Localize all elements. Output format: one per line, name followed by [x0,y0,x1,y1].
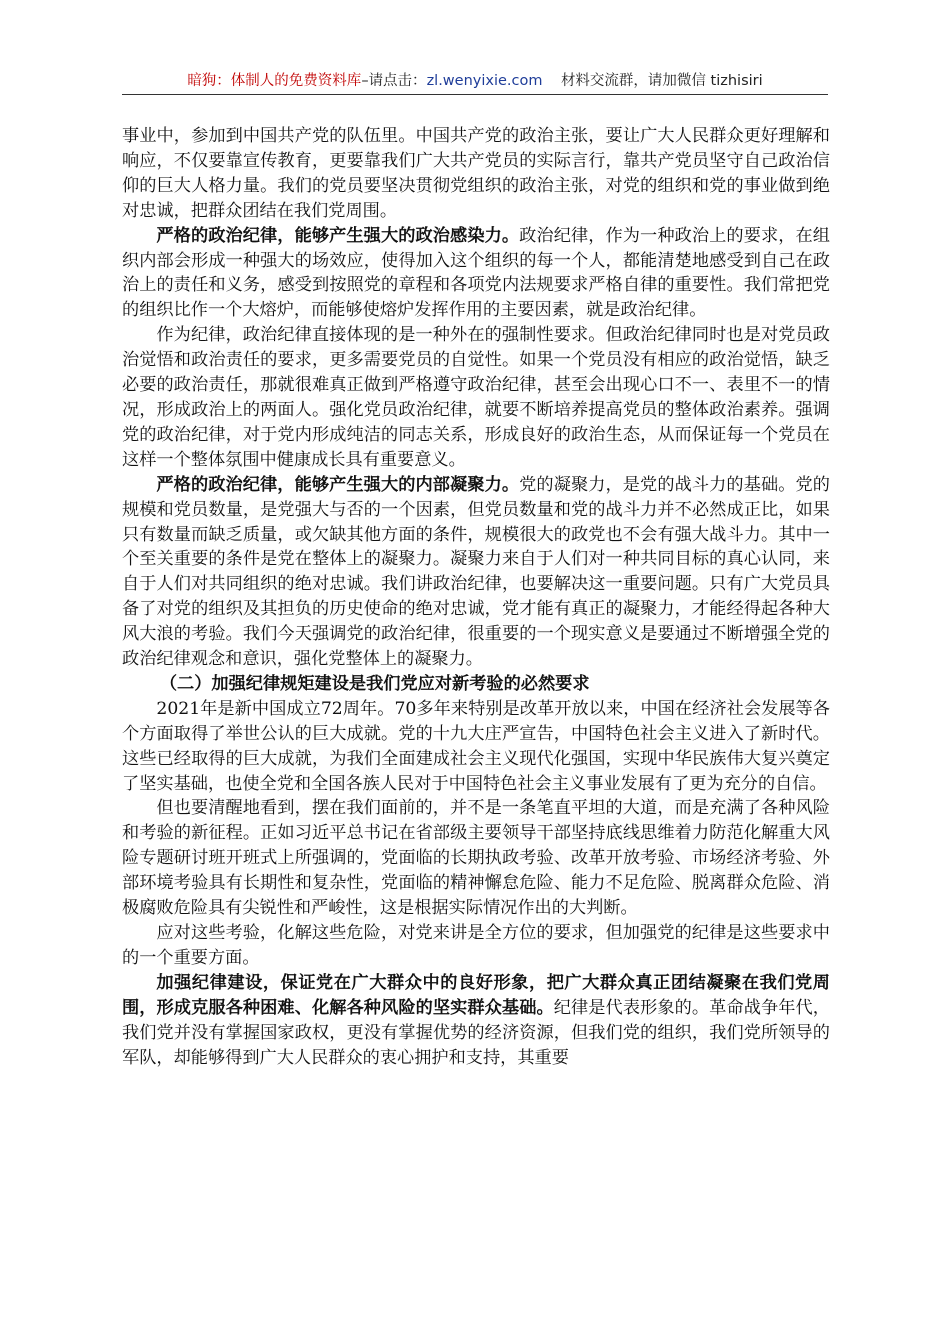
paragraph: 严格的政治纪律，能够产生强大的内部凝聚力。党的凝聚力，是党的战斗力的基础。党的规模和党员数量，是党强大与否的一个因素，但党员数量和党的战斗力并不必然成正比，如果只有数量而缺乏质量，或欠缺其他方面的条件，规模很大的政党也不会有强大战斗力。其中一个至关重要的条件是党在整体上的凝聚力。凝聚力来自于人们对一种共同目标的真心认同，来自于人们对共同组织的绝对忠诚。我们讲政治纪律，也要解决这一重要问题。只有广大党员具备了对党的组织及其担负的历史使命的绝对忠诚，党才能有真正的凝聚力，才能经得起各种大风大浪的考验。我们今天强调党的政治纪律，很重要的一个现实意义是要通过不断增强全党的政治纪律观念和意识，强化党整体上的凝聚力。 [122,474,830,670]
paragraph: 事业中，参加到中国共产党的队伍里。中国共产党的政治主张，要让广大人民群众更好理解和响应，不仅要靠宣传教育，更要靠我们广大共产党员的实际言行，靠共产党员坚守自己政治信仰的巨大人格力量。我们的党员要坚决贯彻党组织的政治主张，对党的组织和党的事业做到绝对忠诚，把群众团结在我们党周围。 [122,126,830,221]
paragraph: 应对这些考验，化解这些危险，对党来讲是全方位的要求，但加强党的纪律是这些要求中的一个重要方面。 [122,923,830,968]
document-body [122,124,830,1070]
paragraph: 严格的政治纪律，能够产生强大的政治感染力。政治纪律，作为一种政治上的要求，在组织内部会形成一种强大的场效应，使得加入这个组织的每一个人，都能清楚地感受到自己在政治上的责任和义务，感受到按照党的章程和各项党内法规要求严格自律的重要性。我们常把党的组织比作一个大熔炉，而能够使熔炉发挥作用的主要因素，就是政治纪律。 [122,225,830,321]
paragraph: 加强纪律建设，保证党在广大群众中的良好形象，把广大群众真正团结凝聚在我们党周围，形成克服各种困难、化解各种风险的坚实群众基础。纪律是代表形象的。革命战争年代，我们党并没有掌握国家政权，更没有掌握优势的经济资源，但我们党的组织，我们党所领导的军队，却能够得到广大人民群众的衷心拥护和支持，其重要 [122,972,830,1068]
header-url-link[interactable]: zl.wenyixie.com [426,73,543,89]
header-link-label: –请点击： [361,73,427,89]
page-header [122,70,828,95]
paragraph: 但也要清醒地看到，摆在我们面前的，并不是一条笔直平坦的大道，而是充满了各种风险和考验的新征程。正如习近平总书记在省部级主要领导干部坚持底线思维着力防范化解重大风险专题研讨班开班式上所强调的，党面临的长期执政考验、改革开放考验、市场经济考验、外部环境考验具有长期性和复杂性，党面临的精神懈怠危险、能力不足危险、脱离群众危险、消极腐败危险具有尖锐性和严峻性，这是根据实际情况作出的大判断。 [122,798,830,919]
paragraph-lead: 加强纪律建设，保证党在广大群众中的良好形象，把广大群众真正团结凝聚在我们党周围，形成克服各种困难、化解各种风险的坚实群众基础。 [122,972,830,1018]
header-contact: 材料交流群，请加微信 tizhisiri [560,73,763,89]
paragraph-lead: 严格的政治纪律，能够产生强大的内部凝聚力。 [156,474,520,495]
paragraph-lead: 严格的政治纪律，能够产生强大的政治感染力。 [156,225,520,246]
paragraph: 作为纪律，政治纪律直接体现的是一种外在的强制性要求。但政治纪律同时也是对党员政治觉悟和政治责任的要求，更多需要党员的自觉性。如果一个党员没有相应的政治觉悟，缺乏必要的政治责任，那就很难真正做到严格遵守政治纪律，甚至会出现心口不一、表里不一的情况，形成政治上的两面人。强化党员政治纪律，就要不断培养提高党员的整体政治素养。强调党的政治纪律，对于党内形成纯洁的同志关系，形成良好的政治生态，从而保证每一个党员在这样一个整体氛围中健康成长具有重要意义。 [122,325,830,470]
header-site-name: 暗狗：体制人的免费资料库 [187,73,362,89]
section-heading: （二）加强纪律规矩建设是我们党应对新考验的必然要求 [159,673,590,694]
paragraph: 2021年是新中国成立72周年。70多年来特别是改革开放以来，中国在经济社会发展等各个方面取得了举世公认的巨大成就。党的十九大庄严宣告，中国特色社会主义进入了新时代。这些已经取得的巨大成就，为我们全面建成社会主义现代化强国，实现中华民族伟大复兴奠定了坚实基础，也使全党和全国各族人民对于中国特色社会主义事业发展有了更为充分的自信。 [122,698,830,794]
